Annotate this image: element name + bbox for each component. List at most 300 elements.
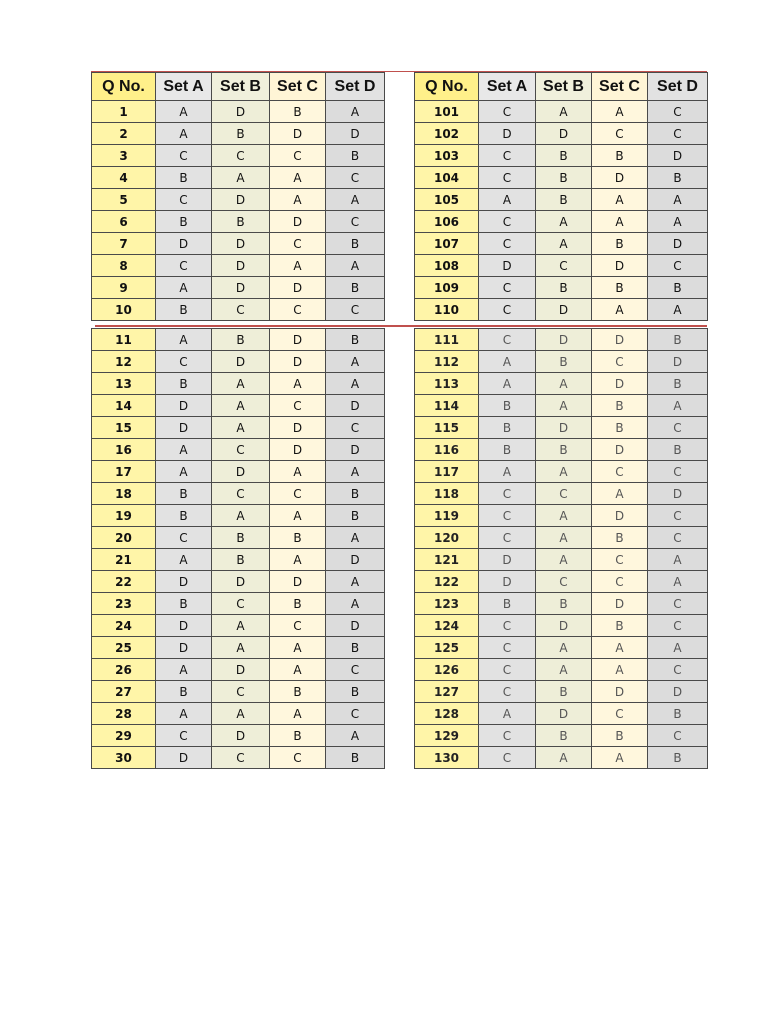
set-d-answer-cell: A: [326, 351, 385, 373]
set-b-answer-cell: B: [536, 189, 592, 211]
set-d-answer-cell: A: [648, 637, 708, 659]
set-d-answer-cell: C: [648, 615, 708, 637]
set-d-answer-cell: A: [648, 211, 708, 233]
table-row: [92, 527, 385, 549]
set-b-answer-cell: B: [536, 681, 592, 703]
set-b-answer-cell: A: [536, 549, 592, 571]
set-b-answer-cell: A: [536, 637, 592, 659]
question-number-cell: 13: [92, 373, 156, 395]
question-number-cell: 119: [415, 505, 479, 527]
question-number-cell: 30: [92, 747, 156, 769]
set-d-answer-cell: C: [648, 417, 708, 439]
set-b-answer-cell: A: [536, 747, 592, 769]
set-d-answer-cell: A: [326, 101, 385, 123]
question-number-cell: 1: [92, 101, 156, 123]
set-a-answer-cell: D: [479, 571, 536, 593]
set-c-answer-cell: D: [592, 439, 648, 461]
table-row: [92, 101, 385, 123]
set-b-answer-cell: C: [212, 145, 270, 167]
set-a-answer-cell: B: [156, 505, 212, 527]
set-c-answer-cell: A: [270, 461, 326, 483]
set-d-answer-cell: C: [648, 123, 708, 145]
set-c-answer-cell: C: [270, 145, 326, 167]
table-row: [415, 211, 708, 233]
question-number-cell: 26: [92, 659, 156, 681]
question-number-cell: 8: [92, 255, 156, 277]
table-row: [415, 549, 708, 571]
set-d-answer-cell: A: [648, 549, 708, 571]
header-row: [92, 73, 385, 101]
set-a-answer-cell: B: [479, 417, 536, 439]
set-b-answer-cell: B: [536, 593, 592, 615]
set-b-answer-cell: A: [212, 395, 270, 417]
set-d-answer-cell: B: [648, 167, 708, 189]
set-b-answer-cell: D: [212, 255, 270, 277]
set-d-answer-cell: C: [648, 461, 708, 483]
set-c-header: Set C: [592, 73, 648, 101]
set-d-answer-cell: B: [326, 747, 385, 769]
set-c-answer-cell: A: [592, 101, 648, 123]
set-b-answer-cell: B: [536, 167, 592, 189]
set-b-header: Set B: [212, 73, 270, 101]
question-number-cell: 120: [415, 527, 479, 549]
question-number-cell: 28: [92, 703, 156, 725]
set-a-answer-cell: D: [156, 747, 212, 769]
set-c-answer-cell: A: [270, 373, 326, 395]
set-d-answer-cell: C: [326, 703, 385, 725]
question-number-cell: 21: [92, 549, 156, 571]
set-d-header: Set D: [648, 73, 708, 101]
set-c-answer-cell: A: [270, 167, 326, 189]
set-d-answer-cell: C: [326, 299, 385, 321]
table-row: [92, 255, 385, 277]
question-number-cell: 20: [92, 527, 156, 549]
question-number-cell: 113: [415, 373, 479, 395]
question-number-cell: 18: [92, 483, 156, 505]
set-d-answer-cell: B: [326, 233, 385, 255]
set-d-answer-cell: D: [648, 483, 708, 505]
set-c-header: Set C: [270, 73, 326, 101]
q-no-header: Q No.: [415, 73, 479, 101]
question-number-cell: 103: [415, 145, 479, 167]
set-a-answer-cell: C: [479, 211, 536, 233]
set-c-answer-cell: D: [270, 351, 326, 373]
answer-table-bottom-left: [91, 328, 385, 769]
question-number-cell: 108: [415, 255, 479, 277]
set-b-answer-cell: B: [536, 277, 592, 299]
table-row: [92, 593, 385, 615]
set-d-answer-cell: C: [326, 417, 385, 439]
table-row: [415, 637, 708, 659]
set-a-answer-cell: D: [156, 417, 212, 439]
table-row: [415, 615, 708, 637]
question-number-cell: 9: [92, 277, 156, 299]
set-c-answer-cell: D: [270, 123, 326, 145]
set-c-answer-cell: A: [270, 659, 326, 681]
set-d-answer-cell: D: [648, 351, 708, 373]
set-b-answer-cell: D: [212, 277, 270, 299]
set-b-answer-cell: B: [536, 145, 592, 167]
set-c-answer-cell: C: [592, 461, 648, 483]
table-row: [415, 189, 708, 211]
set-c-answer-cell: B: [592, 145, 648, 167]
set-d-answer-cell: D: [326, 549, 385, 571]
set-c-answer-cell: A: [592, 659, 648, 681]
set-c-answer-cell: A: [270, 703, 326, 725]
set-d-answer-cell: B: [648, 747, 708, 769]
set-a-answer-cell: D: [479, 549, 536, 571]
set-b-answer-cell: B: [536, 351, 592, 373]
set-b-answer-cell: C: [212, 681, 270, 703]
table-row: [415, 747, 708, 769]
set-d-answer-cell: B: [648, 439, 708, 461]
set-c-answer-cell: A: [592, 211, 648, 233]
table-row: [415, 439, 708, 461]
set-c-answer-cell: D: [270, 417, 326, 439]
set-c-answer-cell: C: [592, 571, 648, 593]
set-a-answer-cell: B: [156, 211, 212, 233]
set-c-answer-cell: A: [270, 637, 326, 659]
set-c-answer-cell: C: [270, 747, 326, 769]
set-b-answer-cell: C: [212, 483, 270, 505]
question-number-cell: 126: [415, 659, 479, 681]
question-number-cell: 114: [415, 395, 479, 417]
set-c-answer-cell: A: [592, 637, 648, 659]
set-b-answer-cell: B: [212, 123, 270, 145]
set-a-answer-cell: D: [156, 395, 212, 417]
question-number-cell: 101: [415, 101, 479, 123]
set-b-answer-cell: D: [212, 101, 270, 123]
table-row: [415, 123, 708, 145]
set-b-answer-cell: D: [212, 461, 270, 483]
header-row: [415, 73, 708, 101]
question-number-cell: 29: [92, 725, 156, 747]
table-row: [92, 659, 385, 681]
table-row: [92, 681, 385, 703]
set-b-answer-cell: C: [536, 571, 592, 593]
set-d-answer-cell: D: [648, 233, 708, 255]
set-b-answer-cell: A: [536, 373, 592, 395]
set-a-answer-cell: A: [479, 351, 536, 373]
set-b-answer-cell: C: [212, 593, 270, 615]
set-d-answer-cell: A: [326, 189, 385, 211]
answer-table-bottom-right: [414, 328, 708, 769]
set-b-answer-cell: A: [536, 395, 592, 417]
set-a-answer-cell: C: [479, 299, 536, 321]
table-row: [92, 461, 385, 483]
set-a-answer-cell: C: [479, 659, 536, 681]
set-c-answer-cell: D: [592, 593, 648, 615]
question-number-cell: 118: [415, 483, 479, 505]
table-row: [415, 725, 708, 747]
table-row: [415, 703, 708, 725]
question-number-cell: 129: [415, 725, 479, 747]
question-number-cell: 7: [92, 233, 156, 255]
set-b-answer-cell: B: [212, 527, 270, 549]
set-d-answer-cell: C: [648, 527, 708, 549]
set-d-answer-cell: A: [326, 593, 385, 615]
set-a-answer-cell: A: [156, 549, 212, 571]
set-c-answer-cell: B: [592, 277, 648, 299]
set-a-answer-cell: B: [479, 439, 536, 461]
set-d-header: Set D: [326, 73, 385, 101]
set-a-answer-cell: D: [156, 571, 212, 593]
set-d-answer-cell: A: [326, 373, 385, 395]
table-row: [92, 167, 385, 189]
set-d-answer-cell: C: [648, 593, 708, 615]
set-a-answer-cell: A: [156, 461, 212, 483]
question-number-cell: 4: [92, 167, 156, 189]
set-d-answer-cell: B: [326, 637, 385, 659]
table-row: [92, 145, 385, 167]
set-b-answer-cell: A: [536, 233, 592, 255]
set-a-answer-cell: C: [479, 637, 536, 659]
set-c-answer-cell: D: [592, 167, 648, 189]
set-b-answer-cell: B: [536, 725, 592, 747]
set-b-answer-cell: A: [212, 167, 270, 189]
set-a-answer-cell: D: [156, 233, 212, 255]
set-d-answer-cell: B: [326, 505, 385, 527]
question-number-cell: 12: [92, 351, 156, 373]
set-d-answer-cell: D: [648, 681, 708, 703]
set-a-answer-cell: D: [156, 615, 212, 637]
set-b-answer-cell: A: [536, 527, 592, 549]
set-c-answer-cell: A: [592, 299, 648, 321]
set-b-answer-cell: A: [536, 461, 592, 483]
question-number-cell: 123: [415, 593, 479, 615]
set-d-answer-cell: C: [326, 167, 385, 189]
set-a-answer-cell: C: [479, 167, 536, 189]
set-b-answer-cell: B: [212, 549, 270, 571]
table-row: [92, 123, 385, 145]
question-number-cell: 130: [415, 747, 479, 769]
set-c-answer-cell: C: [270, 233, 326, 255]
set-b-answer-cell: D: [536, 329, 592, 351]
set-a-answer-cell: C: [479, 233, 536, 255]
set-c-answer-cell: D: [270, 329, 326, 351]
set-a-answer-cell: B: [156, 299, 212, 321]
set-b-answer-cell: D: [212, 351, 270, 373]
table-row: [415, 659, 708, 681]
question-number-cell: 116: [415, 439, 479, 461]
set-d-answer-cell: D: [326, 123, 385, 145]
table-row: [415, 417, 708, 439]
table-row: [92, 439, 385, 461]
set-c-answer-cell: B: [270, 101, 326, 123]
table-row: [415, 483, 708, 505]
answer-table-top-left: [91, 72, 385, 321]
set-b-answer-cell: A: [212, 637, 270, 659]
set-d-answer-cell: A: [648, 395, 708, 417]
set-d-answer-cell: C: [648, 255, 708, 277]
table-row: [415, 681, 708, 703]
table-row: [415, 167, 708, 189]
set-c-answer-cell: D: [592, 255, 648, 277]
question-number-cell: 15: [92, 417, 156, 439]
set-b-answer-cell: A: [212, 417, 270, 439]
table-row: [415, 593, 708, 615]
set-c-answer-cell: A: [270, 189, 326, 211]
set-c-answer-cell: B: [270, 527, 326, 549]
table-row: [92, 395, 385, 417]
set-a-answer-cell: A: [156, 101, 212, 123]
section-divider-line: [95, 325, 707, 327]
question-number-cell: 110: [415, 299, 479, 321]
set-d-answer-cell: B: [648, 329, 708, 351]
set-d-answer-cell: D: [326, 615, 385, 637]
table-row: [92, 351, 385, 373]
set-d-answer-cell: C: [648, 505, 708, 527]
question-number-cell: 17: [92, 461, 156, 483]
set-a-answer-cell: B: [479, 395, 536, 417]
set-b-answer-cell: A: [212, 703, 270, 725]
question-number-cell: 107: [415, 233, 479, 255]
set-a-answer-cell: B: [479, 593, 536, 615]
table-row: [415, 571, 708, 593]
set-d-answer-cell: B: [648, 277, 708, 299]
set-b-answer-cell: B: [536, 439, 592, 461]
set-b-answer-cell: D: [536, 123, 592, 145]
set-a-answer-cell: A: [156, 659, 212, 681]
table-row: [92, 505, 385, 527]
set-d-answer-cell: D: [326, 395, 385, 417]
set-c-answer-cell: C: [270, 299, 326, 321]
set-b-answer-cell: C: [536, 255, 592, 277]
set-a-answer-cell: B: [156, 593, 212, 615]
set-c-answer-cell: D: [592, 329, 648, 351]
set-a-answer-cell: C: [479, 145, 536, 167]
set-c-answer-cell: D: [270, 439, 326, 461]
table-row: [92, 277, 385, 299]
set-b-answer-cell: A: [212, 373, 270, 395]
question-number-cell: 23: [92, 593, 156, 615]
set-a-answer-cell: D: [156, 637, 212, 659]
set-d-answer-cell: B: [326, 145, 385, 167]
set-b-answer-cell: B: [212, 211, 270, 233]
set-a-header: Set A: [479, 73, 536, 101]
set-b-answer-cell: B: [212, 329, 270, 351]
set-d-answer-cell: C: [648, 101, 708, 123]
set-c-answer-cell: D: [592, 681, 648, 703]
question-number-cell: 16: [92, 439, 156, 461]
question-number-cell: 27: [92, 681, 156, 703]
question-number-cell: 22: [92, 571, 156, 593]
question-number-cell: 109: [415, 277, 479, 299]
set-c-answer-cell: D: [592, 505, 648, 527]
set-d-answer-cell: A: [326, 255, 385, 277]
set-c-answer-cell: C: [592, 123, 648, 145]
question-number-cell: 111: [415, 329, 479, 351]
question-number-cell: 115: [415, 417, 479, 439]
table-row: [92, 329, 385, 351]
table-row: [92, 637, 385, 659]
set-a-answer-cell: D: [479, 123, 536, 145]
set-d-answer-cell: A: [326, 527, 385, 549]
set-d-answer-cell: A: [648, 571, 708, 593]
table-row: [415, 233, 708, 255]
set-b-answer-cell: D: [536, 417, 592, 439]
question-number-cell: 2: [92, 123, 156, 145]
set-c-answer-cell: D: [592, 373, 648, 395]
set-b-answer-cell: A: [212, 615, 270, 637]
set-c-answer-cell: D: [270, 211, 326, 233]
set-a-answer-cell: A: [156, 439, 212, 461]
set-c-answer-cell: B: [592, 417, 648, 439]
set-c-answer-cell: C: [270, 395, 326, 417]
set-c-answer-cell: D: [270, 277, 326, 299]
set-c-answer-cell: D: [270, 571, 326, 593]
table-row: [415, 505, 708, 527]
set-a-answer-cell: C: [479, 101, 536, 123]
set-a-answer-cell: C: [156, 189, 212, 211]
set-c-answer-cell: A: [270, 505, 326, 527]
set-d-answer-cell: A: [648, 299, 708, 321]
set-c-answer-cell: C: [592, 549, 648, 571]
question-number-cell: 112: [415, 351, 479, 373]
set-a-answer-cell: A: [479, 703, 536, 725]
question-number-cell: 10: [92, 299, 156, 321]
table-row: [92, 299, 385, 321]
set-c-answer-cell: B: [592, 395, 648, 417]
set-b-answer-cell: A: [212, 505, 270, 527]
set-c-answer-cell: A: [270, 255, 326, 277]
set-a-answer-cell: C: [479, 277, 536, 299]
set-c-answer-cell: C: [592, 703, 648, 725]
set-a-answer-cell: A: [156, 277, 212, 299]
set-a-answer-cell: C: [156, 351, 212, 373]
set-b-answer-cell: C: [212, 439, 270, 461]
question-number-cell: 19: [92, 505, 156, 527]
set-d-answer-cell: B: [326, 483, 385, 505]
set-a-answer-cell: C: [479, 747, 536, 769]
table-row: [92, 615, 385, 637]
table-row: [415, 395, 708, 417]
set-a-answer-cell: C: [156, 527, 212, 549]
set-a-answer-cell: A: [156, 123, 212, 145]
set-b-answer-cell: C: [212, 747, 270, 769]
table-row: [415, 373, 708, 395]
table-row: [92, 703, 385, 725]
question-number-cell: 121: [415, 549, 479, 571]
question-number-cell: 14: [92, 395, 156, 417]
set-a-answer-cell: C: [479, 483, 536, 505]
set-a-answer-cell: C: [479, 505, 536, 527]
set-b-answer-cell: D: [536, 299, 592, 321]
table-row: [92, 571, 385, 593]
set-d-answer-cell: A: [326, 725, 385, 747]
question-number-cell: 122: [415, 571, 479, 593]
set-a-answer-cell: C: [479, 615, 536, 637]
answer-table-top-right: [414, 72, 708, 321]
question-number-cell: 117: [415, 461, 479, 483]
table-row: [415, 101, 708, 123]
set-a-answer-cell: C: [479, 527, 536, 549]
set-a-answer-cell: C: [156, 255, 212, 277]
set-d-answer-cell: B: [326, 681, 385, 703]
question-number-cell: 24: [92, 615, 156, 637]
q-no-header: Q No.: [92, 73, 156, 101]
set-d-answer-cell: A: [648, 189, 708, 211]
set-c-answer-cell: A: [592, 747, 648, 769]
table-row: [92, 483, 385, 505]
set-d-answer-cell: C: [648, 659, 708, 681]
set-d-answer-cell: B: [326, 277, 385, 299]
set-d-answer-cell: B: [326, 329, 385, 351]
set-c-answer-cell: C: [592, 351, 648, 373]
set-a-header: Set A: [156, 73, 212, 101]
table-row: [415, 145, 708, 167]
table-row: [92, 373, 385, 395]
